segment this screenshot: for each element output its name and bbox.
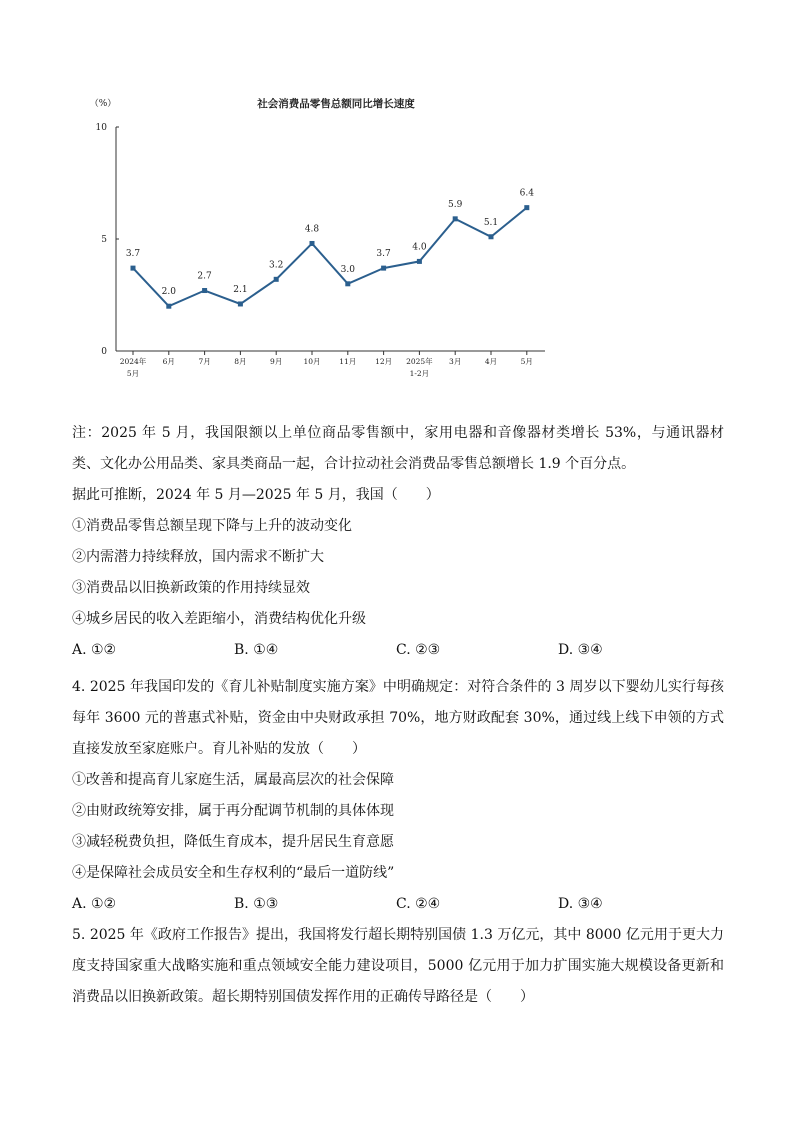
y-tick-label: 0	[101, 347, 107, 357]
q3-item-4: ④城乡居民的收入差距缩小，消费结构优化升级	[72, 611, 366, 627]
chart-axes	[96, 123, 545, 378]
data-point	[417, 259, 422, 264]
x-tick-label: 7月	[198, 357, 211, 366]
data-label: 4.0	[412, 242, 427, 253]
question-content	[72, 418, 724, 1013]
data-label: 2.7	[197, 271, 212, 282]
q3-item-3: ③消费品以旧换新政策的作用持续显效	[72, 580, 310, 596]
x-tick-label-line2: 1-2月	[409, 369, 430, 378]
series-line	[133, 208, 527, 307]
data-label: 3.0	[340, 264, 355, 275]
y-tick-label: 10	[95, 123, 107, 133]
q4-item-4: ④是保障社会成员安全和生存权利的“最后一道防线”	[72, 865, 395, 881]
x-tick-label: 3月	[449, 357, 462, 366]
data-label: 5.9	[448, 199, 463, 210]
q4-option-c[interactable]: C. ②④	[396, 896, 441, 912]
q3-option-a[interactable]: A. ①②	[72, 642, 117, 658]
data-point	[238, 301, 243, 306]
data-point	[345, 281, 350, 286]
data-point	[274, 277, 279, 282]
data-label: 2.1	[233, 284, 248, 295]
x-tick-label: 2025年	[406, 357, 433, 366]
growth-rate-line-chart	[0, 0, 794, 400]
data-point	[489, 234, 494, 239]
q3-option-b[interactable]: B. ①④	[234, 642, 279, 658]
data-label: 2.0	[161, 287, 176, 298]
q3-option-c[interactable]: C. ②③	[396, 642, 441, 658]
chart-marks	[126, 189, 534, 309]
x-tick-label: 8月	[234, 357, 247, 366]
q4-item-3: ③减轻税费负担，降低生育成本，提升居民生育意愿	[72, 834, 394, 850]
q4-option-d[interactable]: D. ③④	[558, 896, 603, 912]
x-tick-label: 11月	[339, 357, 357, 366]
x-tick-label: 12月	[375, 357, 393, 366]
data-point	[131, 266, 136, 271]
x-tick-label: 9月	[270, 357, 283, 366]
data-label: 4.8	[304, 224, 320, 235]
q3-note: 注：2025 年 5 月，我国限额以上单位商品零售额中，家用电器和音像器材类增长 53%，与通讯器材类、文化办公用品类、家具类商品一起，合计拉动社会消费品零售总额增长 1.9 个百分点。	[72, 425, 724, 472]
q3-item-2: ②内需潜力持续释放，国内需求不断扩大	[72, 549, 324, 565]
data-label: 3.2	[269, 260, 284, 271]
data-label: 6.4	[519, 188, 534, 199]
x-tick-label: 5月	[520, 357, 533, 366]
q4-option-b[interactable]: B. ①③	[234, 896, 279, 912]
q3-options	[72, 635, 724, 666]
data-label: 3.7	[125, 249, 141, 260]
data-point	[310, 241, 315, 246]
x-tick-label: 4月	[484, 357, 498, 366]
data-point	[202, 288, 207, 293]
q4-option-a[interactable]: A. ①②	[72, 896, 117, 912]
q3-stem: 据此可推断，2024 年 5 月—2025 年 5 月，我国（ ）	[72, 487, 440, 503]
chart-title: 社会消费品零售总额同比增长速度	[257, 98, 415, 110]
data-label: 5.1	[483, 217, 499, 228]
q4-item-2: ②由财政统筹安排，属于再分配调节机制的具体体现	[72, 803, 394, 819]
x-tick-label: 6月	[162, 357, 175, 366]
data-point	[166, 304, 171, 309]
data-point	[453, 216, 458, 221]
x-tick-label: 10月	[303, 357, 321, 366]
q3-item-1: ①消费品零售总额呈现下降与上升的波动变化	[72, 518, 352, 534]
q4-options	[72, 889, 724, 920]
data-point	[524, 205, 529, 210]
q5-stem: 5. 2025 年《政府工作报告》提出，我国将发行超长期特别国债 1.3 万亿元，其中 8000 亿元用于更大力度支持国家重大战略实施和重点领域安全能力建设项目，5000 亿元用于加力扩围实施大规模设备更新和消费品以旧换新政策。超长期特别国债发挥作用的正确传导路径是（ ）	[72, 927, 724, 1005]
q4-item-1: ①改善和提高育儿家庭生活，属最高层次的社会保障	[72, 772, 394, 788]
data-label: 3.7	[376, 249, 391, 260]
y-tick-label: 5	[101, 235, 107, 245]
data-point	[381, 266, 386, 271]
y-axis-unit-label: （%）	[89, 99, 117, 109]
x-tick-label-line2: 5月	[126, 369, 140, 378]
x-tick-label: 2024年	[119, 357, 147, 366]
q4-stem: 4. 2025 年我国印发的《育儿补贴制度实施方案》中明确规定：对符合条件的 3 周岁以下婴幼儿实行每孩每年 3600 元的普惠式补贴，资金由中央财政承担 70%，地方财政配套 30%，通过线上线下申领的方式直接发放至家庭账户。育儿补贴的发放（ ）	[72, 679, 724, 757]
q3-option-d[interactable]: D. ③④	[558, 642, 603, 658]
